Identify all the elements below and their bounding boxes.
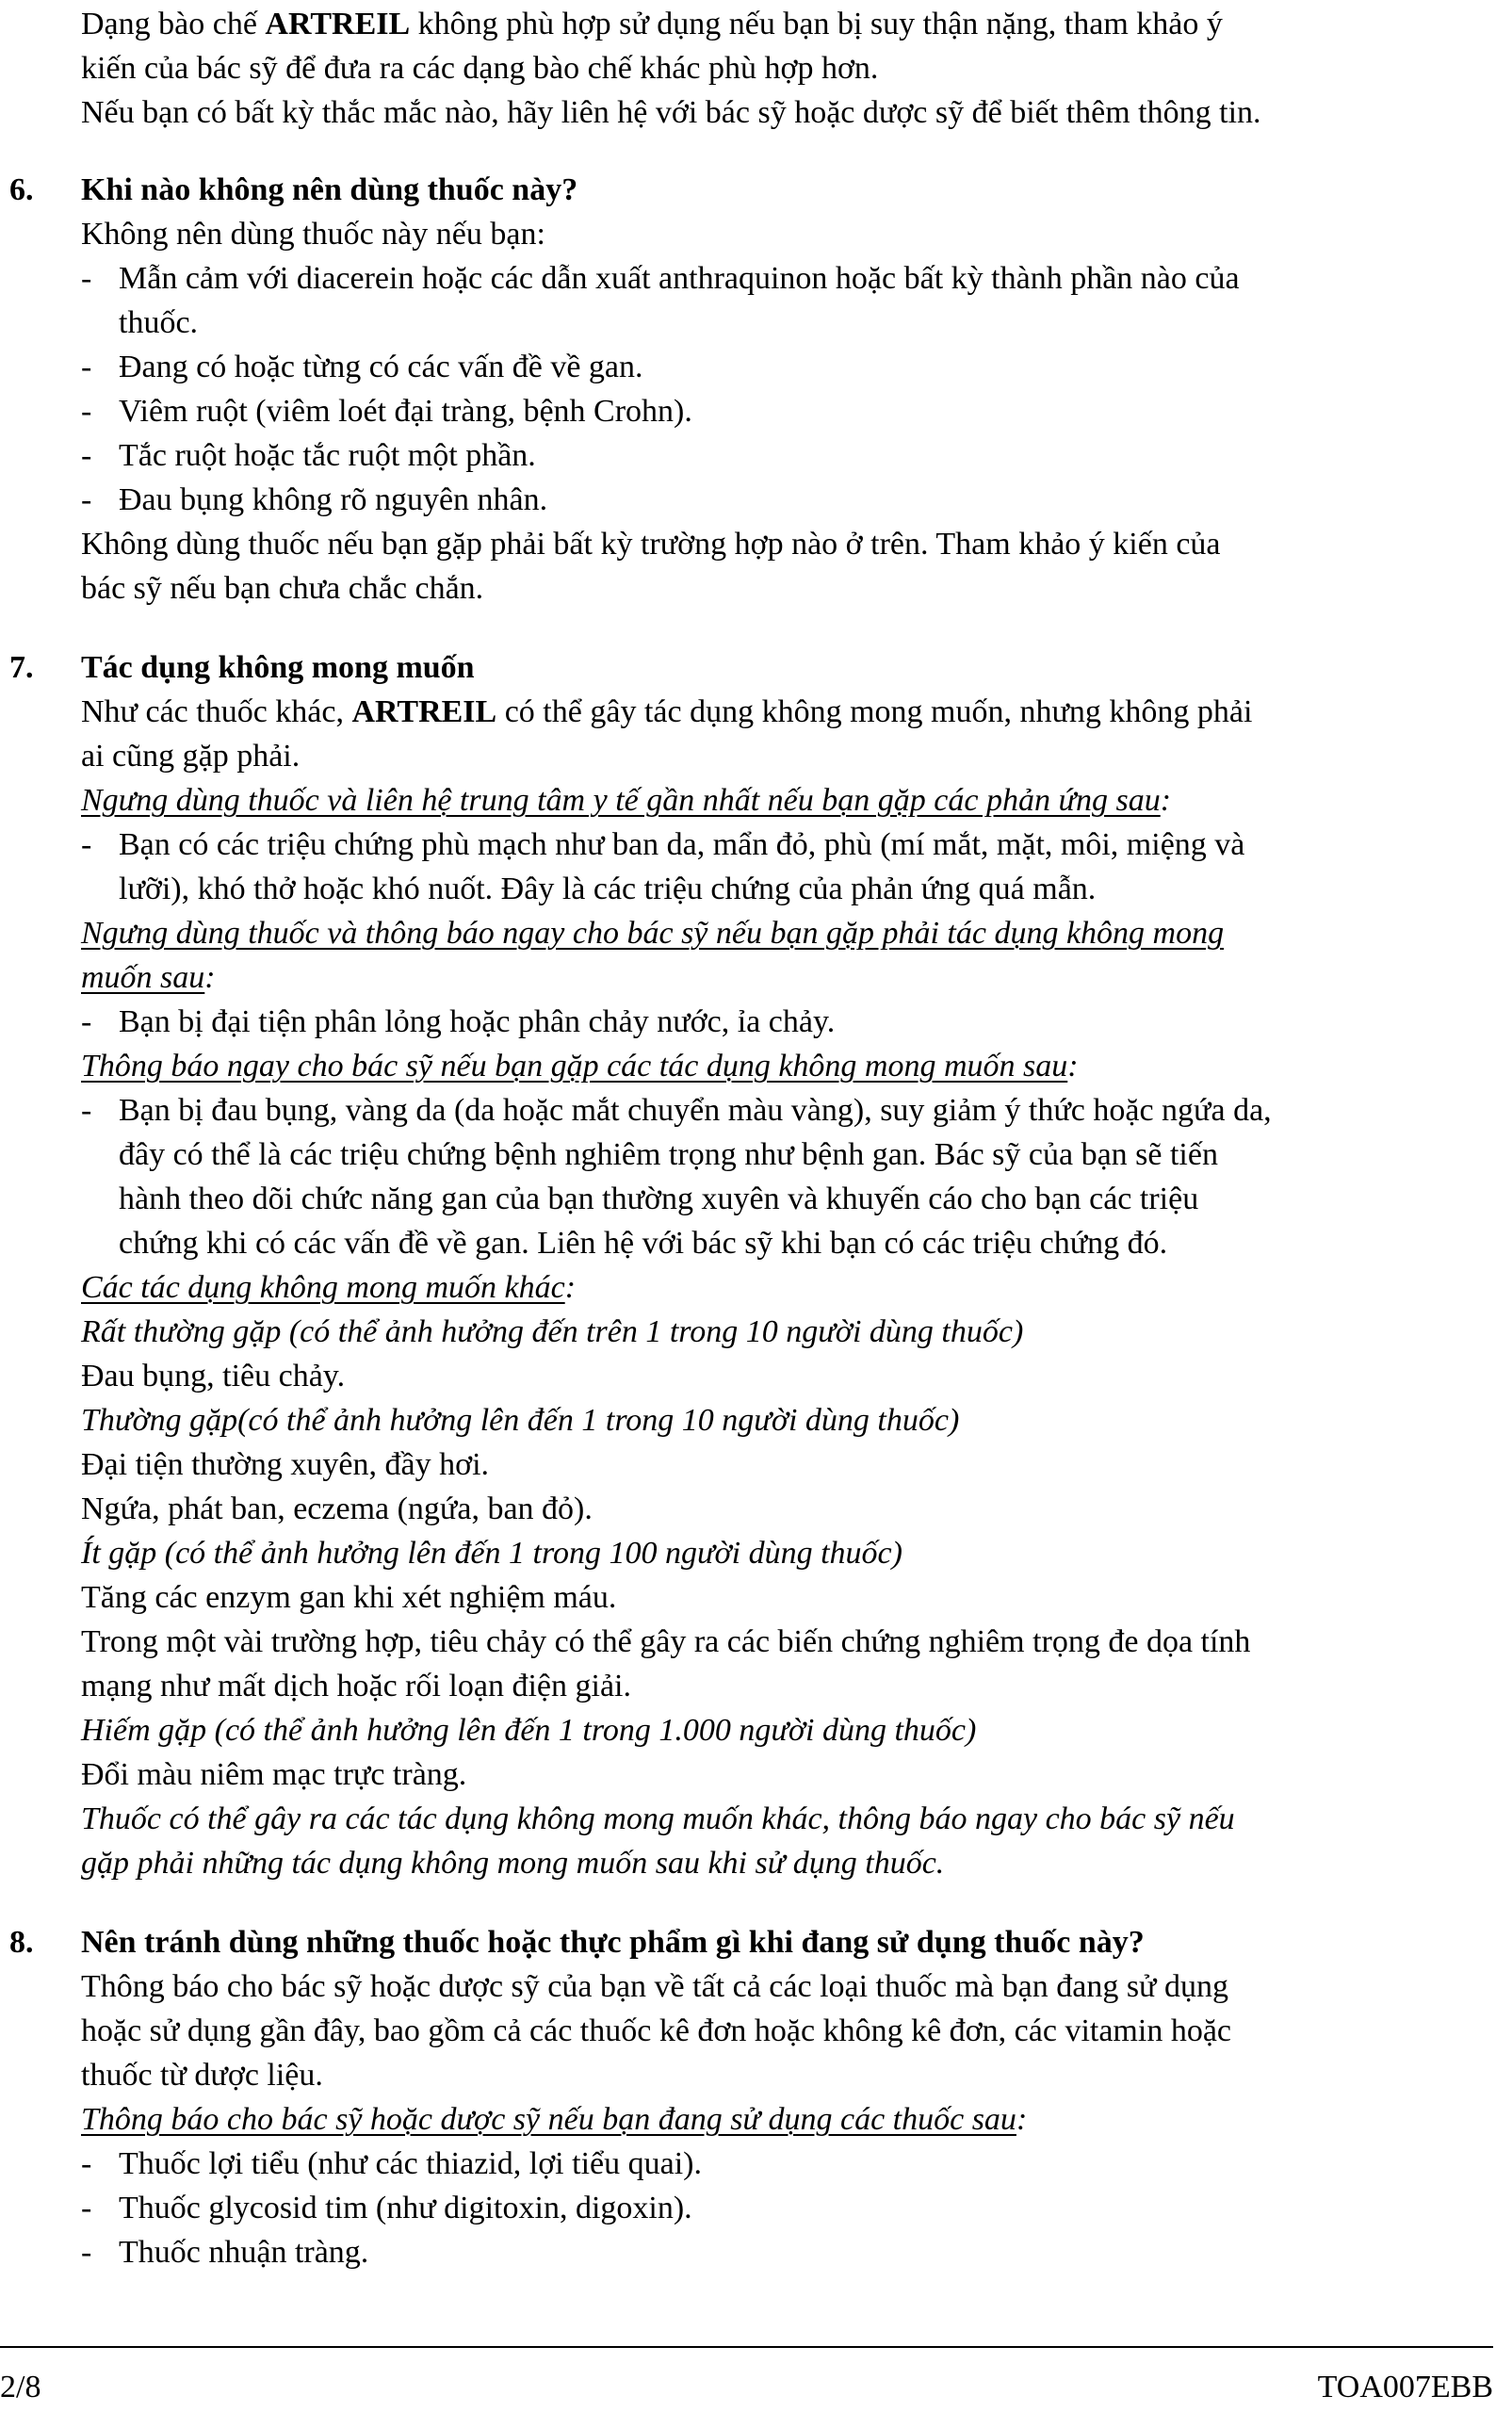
frequency-label: Thường gặp(có thể ảnh hưởng lên đến 1 trong 10 người dùng thuốc) (81, 1403, 960, 1438)
bullet-dash: - (81, 2146, 92, 2181)
paragraph-line: Nếu bạn có bất kỳ thắc mắc nào, hãy liên hệ với bác sỹ hoặc dược sỹ để biết thêm thông tin. (81, 95, 1261, 130)
section-7-intro: ai cũng gặp phải. (81, 739, 301, 774)
other-heading: Các tác dụng không mong muốn khác: (81, 1270, 577, 1305)
section-7-closing: gặp phải những tác dụng không mong muốn sau khi sử dụng thuốc. (81, 1846, 945, 1881)
section-6-closing: Không dùng thuốc nếu bạn gặp phải bất kỳ trường hợp nào ở trên. Tham khảo ý kiến của (81, 527, 1221, 562)
product-name: ARTREIL (351, 694, 497, 729)
bullet-dash: - (81, 827, 92, 862)
frequency-item: Trong một vài trường hợp, tiêu chảy có thể gây ra các biến chứng nghiêm trọng đe dọa tính (81, 1624, 1251, 1659)
bullet-dash: - (81, 350, 92, 384)
frequency-item: Đau bụng, tiêu chảy. (81, 1359, 346, 1393)
section-8-heading: Nên tránh dùng những thuốc hoặc thực phẩm gì khi đang sử dụng thuốc này? (81, 1925, 1145, 1960)
frequency-label: Hiếm gặp (có thể ảnh hưởng lên đến 1 trong 1.000 người dùng thuốc) (81, 1713, 977, 1748)
bullet-dash: - (81, 1093, 92, 1128)
frequency-label: Rất thường gặp (có thể ảnh hưởng đến trên 1 trong 10 người dùng thuốc) (81, 1314, 1024, 1349)
section-8-intro: Thông báo cho bác sỹ hoặc dược sỹ của bạn về tất cả các loại thuốc mà bạn đang sử dụng (81, 1969, 1228, 2004)
paragraph-line: kiến của bác sỹ để đưa ra các dạng bào chế khác phù hợp hơn. (81, 51, 879, 86)
paragraph-line: Dạng bào chế ARTREIL không phù hợp sử dụng nếu bạn bị suy thận nặng, tham khảo ý (81, 7, 1223, 41)
section-7-number: 7. (9, 650, 34, 685)
list-item: Đang có hoặc từng có các vấn đề về gan. (119, 350, 643, 384)
bullet-dash: - (81, 438, 92, 473)
section-7-intro: Như các thuốc khác, ARTREIL có thể gây tác dụng không mong muốn, nhưng không phải (81, 694, 1253, 729)
list-item: Đau bụng không rõ nguyên nhân. (119, 482, 548, 517)
list-item: Bạn có các triệu chứng phù mạch như ban da, mẩn đỏ, phù (mí mắt, mặt, môi, miệng và (119, 827, 1245, 862)
list-item: Bạn bị đau bụng, vàng da (da hoặc mắt chuyển màu vàng), suy giảm ý thức hoặc ngứa da, (119, 1093, 1272, 1128)
bullet-dash: - (81, 2235, 92, 2270)
inform-heading: Thông báo ngay cho bác sỹ nếu bạn gặp các tác dụng không mong muốn sau: (81, 1049, 1079, 1084)
list-item-cont: lưỡi), khó thở hoặc khó nuốt. Đây là các triệu chứng của phản ứng quá mẫn. (119, 872, 1097, 906)
frequency-item: Ngứa, phát ban, eczema (ngứa, ban đỏ). (81, 1491, 593, 1526)
list-item: Thuốc lợi tiểu (như các thiazid, lợi tiểu quai). (119, 2146, 702, 2181)
page-number: 2/8 (0, 2370, 41, 2404)
section-6-heading: Khi nào không nên dùng thuốc này? (81, 172, 578, 207)
list-item: Thuốc nhuận tràng. (119, 2235, 369, 2270)
bullet-dash: - (81, 261, 92, 296)
section-8-notify-heading: Thông báo cho bác sỹ hoặc dược sỹ nếu bạn đang sử dụng các thuốc sau: (81, 2102, 1028, 2137)
list-item: Bạn bị đại tiện phân lỏng hoặc phân chảy nước, ỉa chảy. (119, 1004, 836, 1039)
notify-heading: Ngưng dùng thuốc và thông báo ngay cho bác sỹ nếu bạn gặp phải tác dụng không mong (81, 916, 1225, 951)
bullet-dash: - (81, 2191, 92, 2225)
list-item: Mẫn cảm với diacerein hoặc các dẫn xuất anthraquinon hoặc bất kỳ thành phần nào của (119, 261, 1240, 296)
bullet-dash: - (81, 482, 92, 517)
list-item: Thuốc glycosid tim (như digitoxin, digoxin). (119, 2191, 692, 2225)
section-6-closing: bác sỹ nếu bạn chưa chắc chắn. (81, 571, 484, 606)
list-item-cont: chứng khi có các vấn đề về gan. Liên hệ với bác sỹ khi bạn có các triệu chứng đó. (119, 1226, 1168, 1261)
frequency-item: Đổi màu niêm mạc trực tràng. (81, 1757, 467, 1792)
section-6-number: 6. (9, 172, 34, 207)
notify-heading: muốn sau: (81, 960, 216, 995)
list-item-cont: đây có thể là các triệu chứng bệnh nghiêm trọng như bệnh gan. Bác sỹ của bạn sẽ tiến (119, 1137, 1218, 1172)
list-item: Tắc ruột hoặc tắc ruột một phần. (119, 438, 536, 473)
section-8-number: 8. (9, 1925, 34, 1960)
list-item-cont: hành theo dõi chức năng gan của bạn thường xuyên và khuyến cáo cho bạn các triệu (119, 1182, 1199, 1216)
section-8-intro: thuốc từ dược liệu. (81, 2058, 323, 2093)
bullet-dash: - (81, 394, 92, 429)
frequency-item: Đại tiện thường xuyên, đầy hơi. (81, 1447, 490, 1482)
section-7-heading: Tác dụng không mong muốn (81, 650, 475, 685)
frequency-item: mạng như mất dịch hoặc rối loạn điện giải. (81, 1669, 631, 1703)
section-8-intro: hoặc sử dụng gần đây, bao gồm cả các thuốc kê đơn hoặc không kê đơn, các vitamin hoặc (81, 2013, 1231, 2048)
section-7-closing: Thuốc có thể gây ra các tác dụng không mong muốn khác, thông báo ngay cho bác sỹ nếu (81, 1801, 1235, 1836)
product-name: ARTREIL (265, 7, 411, 41)
bullet-dash: - (81, 1004, 92, 1039)
list-item-cont: thuốc. (119, 305, 199, 340)
document-code: TOA007EBB (1317, 2370, 1493, 2404)
list-item: Viêm ruột (viêm loét đại tràng, bệnh Crohn). (119, 394, 692, 429)
frequency-label: Ít gặp (có thể ảnh hưởng lên đến 1 trong 100 người dùng thuốc) (81, 1536, 902, 1571)
frequency-item: Tăng các enzym gan khi xét nghiệm máu. (81, 1580, 617, 1615)
stop-heading: Ngưng dùng thuốc và liên hệ trung tâm y tế gần nhất nếu bạn gặp các phản ứng sau: (81, 783, 1172, 818)
section-6-intro: Không nên dùng thuốc này nếu bạn: (81, 217, 545, 252)
footer-rule (0, 2346, 1493, 2348)
